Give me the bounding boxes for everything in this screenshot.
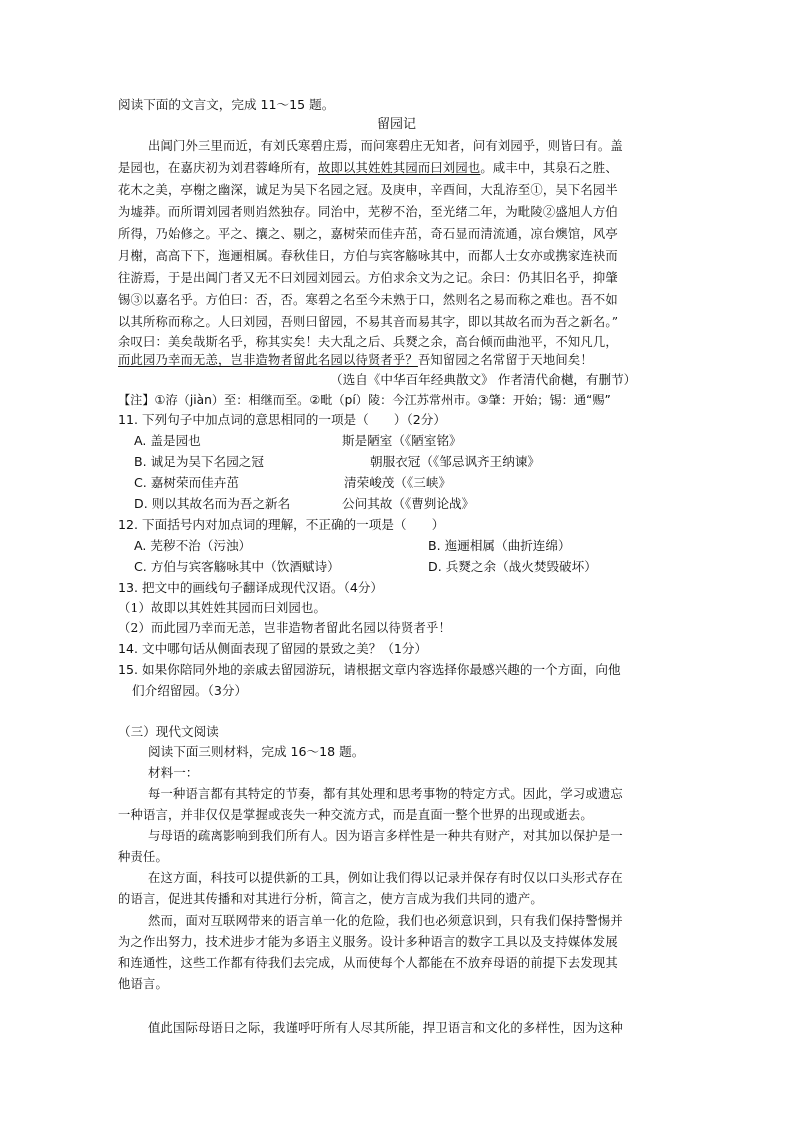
passage-line-5: 所得，乃始修之。平之、攘之、剔之，嘉树荣而佳卉茁，奇石显而清流通，凉台燠馆，风亭 [118,227,618,241]
passage-text: 。咸丰中，其泉石之胜、 [480,161,618,175]
underlined-sentence-1: 故即以其姓姓其园而曰刘园也 [317,161,481,175]
material-1-line: 种责任。 [118,850,168,864]
passage-line-3: 花木之美，亭榭之幽深，诚足为吴下名园之冠。及庚申，辛酉间，大乱洊至①，吴下名园半 [118,183,618,197]
material-1-line: 在这方面，科技可以提供新的工具，例如让我们得以记录并保存有时仅以口头形式存在 [148,871,623,885]
q11-option-c: C. 嘉树荣而佳卉茁 [134,475,239,490]
section-instruction: 阅读下面三则材料，完成 16～18 题。 [148,744,365,759]
passage-title: 留园记 [377,117,417,132]
material-1-line: 一种语言，并非仅仅是掌握或丧失一种交流方式，而是直面一整个世界的出现或逝去。 [118,808,593,822]
q11-option-b: B. 诚足为吴下名园之冠 [134,454,264,469]
question-12: 12. 下面括号内对加点词的理解，不正确的一项是（ ） [118,517,445,532]
q11-option-a-ref: 斯是陋室（《陋室铭》 [342,433,462,448]
q11-option-c-ref: 清荣峻茂（《三峡》 [344,475,452,490]
q11-option-a: A. 盖是园也 [134,433,201,448]
source-citation: （选自《中华百年经典散文》 作者清代俞樾，有删节） [330,372,637,387]
q11-option-d: D. 则以其故名而为吾之新名 [134,496,291,511]
q13-sentence-2: （2）而此园乃幸而无恙，岂非造物者留此名园以待贤者乎！ [118,621,451,635]
material-1-line: 值此国际母语日之际，我谨呼吁所有人尽其所能，捍卫语言和文化的多样性，因为这种 [148,1021,623,1035]
passage-text: 是园也，在嘉庆初为刘君蓉峰所有， [118,161,318,175]
question-11: 11. 下列句子中加点词的意思相同的一项是（ ）（2分） [118,412,446,427]
passage-line-6: 月榭，高高下下，迤逦相属。春秋佳日，方伯与宾客觞咏其中，而都人士女亦或携家连袂而 [118,249,618,263]
question-13: 13. 把文中的画线句子翻译成现代汉语。（4分） [118,580,384,595]
q12-option-a: A. 芜秽不治（污浊） [134,538,252,553]
question-15: 15. 如果你陪同外地的亲戚去留园游玩，请根据文章内容选择你最感兴趣的一个方面，向他 [118,662,621,677]
passage-line-10: 余叹曰：美矣哉斯名乎，称其实矣！夫大乱之后、兵燹之余，高台倾而曲池平，不知凡几， [118,335,618,349]
material-1-line: 为之作出努力，技术进步才能为多语主义服务。设计多种语言的数字工具以及支持媒体发展 [118,935,618,949]
material-1-line: 和连通性，这些工作都有待我们去完成，从而使每个人都能在不放弃母语的前提下去发现其 [118,956,618,970]
material-1-line: 的语言，促进其传播和对其进行分析，简言之，使方言成为我们共同的遗产。 [118,892,543,906]
q12-option-d: D. 兵燹之余（战火焚毁破坏） [428,559,597,574]
material-1-line: 然而，面对互联网带来的语言单一化的危险，我们也必须意识到，只有我们保持警惕并 [148,914,623,928]
passage-line-9: 以其所称而称之。人曰刘园，吾则曰留园，不易其音而易其字，即以其故名而为吾之新名。” [118,315,619,329]
material-1-line: 他语言。 [118,977,168,991]
question-14: 14. 文中哪句话从侧面表现了留园的景致之美？（1分） [118,641,428,656]
passage-line-11 [118,352,593,368]
material-1-line: 每一种语言都有其特定的节奏，都有其处理和思考事物的特定方式。因此，学习或遗忘 [148,787,623,801]
passage-line-8: 锡③以嘉名乎。方伯曰：否，否。寒碧之名至今未熟于口，然则名之易而称之难也。吾不如 [118,293,618,307]
question-15-cont: 们介绍留园。（3分） [132,683,248,698]
passage-text: 吾知留园之名常留于天地间矣！ [417,353,593,367]
passage-line-7: 往游焉，于是出阊门者又无不曰刘园刘园云。方伯求余文为之记。余曰：仍其旧名乎，抑肇 [118,271,618,285]
section-heading: （三）现代文阅读 [118,724,219,739]
material-1-heading: 材料一： [148,765,199,780]
passage-line-2 [118,160,618,176]
passage-line-4: 为墟莽。而所谓刘园者则岿然独存。同治中，芜秽不治，至光绪二年，为毗陵②盛旭人方伯 [118,205,618,219]
q13-sentence-1: （1）故即以其姓姓其园而曰刘园也。 [118,601,326,615]
q12-option-b: B. 迤逦相属（曲折连绵） [428,538,571,553]
reading-instruction: 阅读下面的文言文，完成 11～15 题。 [118,97,335,112]
q12-option-c: C. 方伯与宾客觞咏其中（饮酒赋诗） [134,559,340,574]
passage-line-1: 出阊门外三里而近，有刘氏寒碧庄焉，而问寒碧庄无知者，问有刘园乎，则皆曰有。盖 [148,139,623,153]
underlined-sentence-2: 而此园乃幸而无恙，岂非造物者留此名园以待贤者乎？ [118,353,418,367]
q11-option-b-ref: 朝服衣冠（《邹忌讽齐王纳谏》 [370,454,541,469]
q11-option-d-ref: 公问其故（《曹刿论战》 [342,496,475,511]
annotation-note: 【注】①洊（jiàn）至：相继而至。②毗（pí）陵：今江苏常州市。③肇：开始；锡：通“赐” [118,393,611,407]
material-1-line: 与母语的疏离影响到我们所有人。因为语言多样性是一种共有财产，对其加以保护是一 [148,829,623,843]
